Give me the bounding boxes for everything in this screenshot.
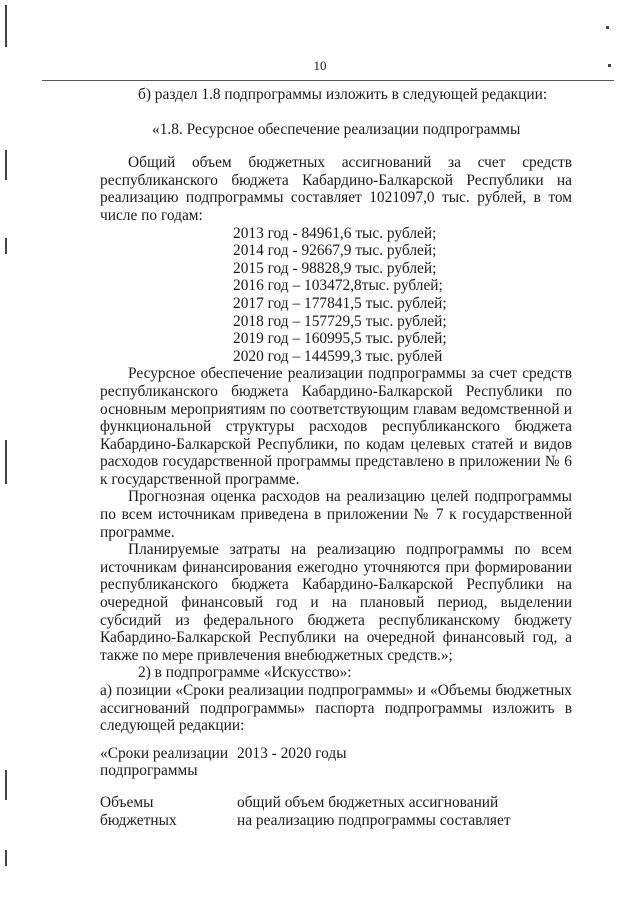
- years-list: [233, 225, 572, 366]
- item-2: 2) в подпрограмме «Искусство»:: [138, 664, 352, 682]
- item-2a: а) позиции «Сроки реализации подпрограммы» и «Объемы бюджетных ассигнований подпрограммы» паспорта подпрограммы изложить в следующей редакции:: [100, 682, 572, 735]
- header-rule: [42, 80, 614, 81]
- paragraph-planned-costs: Планируемые затраты на реализацию подпрограммы по всем источникам финансирования ежегодно уточняются при формировании республиканского бюджета Кабардино-Балкарской Республики на очередной финансовый год и на плановый период, выделении субсидий из федерального бюджета республиканскому бюджету Кабардино-Балкарской Республики на очередной финансовый год, а также по мере привлечения внебюджетных средств.»;: [100, 541, 572, 664]
- paragraph-resource-support: Ресурсное обеспечение реализации подпрограммы за счет средств республиканского бюджета Кабардино-Балкарской Республики по основным мероприятиям по соответствующим главам ведомственной и функциональной структуры расходов республиканского бюджета Кабардино-Балкарской Республики, по кодам целевых статей и видов расходов государственной программы представлено в приложении № 6 к государственной программе.: [100, 365, 572, 488]
- section-b-intro: б) раздел 1.8 подпрограммы изложить в следующей редакции:: [138, 86, 548, 103]
- year-item: 2015 год - 98828,9 тыс. рублей;: [233, 259, 437, 277]
- passport-row-terms: [100, 745, 572, 780]
- scan-mark: [5, 238, 7, 254]
- paragraph-forecast: Прогнозная оценка расходов на реализацию целей подпрограммы по всем источникам приведена в приложении № 7 к государственной программе.: [100, 488, 572, 541]
- year-item: 2020 год – 144599,3 тыс. рублей: [233, 347, 443, 365]
- year-item: 2018 год – 157729,5 тыс. рублей;: [233, 312, 447, 330]
- row-label: «Сроки реализации: [100, 744, 229, 762]
- row-label: бюджетных: [100, 811, 177, 829]
- section-heading: «1.8. Ресурсное обеспечение реализации подпрограммы: [152, 120, 521, 138]
- row-value: общий объем бюджетных ассигнований: [237, 793, 499, 811]
- row-label: подпрограммы: [100, 762, 198, 780]
- row-value: 2013 - 2020 годы: [237, 744, 347, 762]
- passport-row-volumes: [100, 794, 572, 829]
- scan-mark: [5, 850, 7, 866]
- passport-table: [100, 745, 572, 829]
- year-item: 2017 год – 177841,5 тыс. рублей;: [233, 294, 447, 312]
- year-item: 2014 год - 92667,9 тыс. рублей;: [233, 242, 437, 260]
- year-item: 2019 год – 160995,5 тыс. рублей;: [233, 330, 447, 348]
- scan-mark: [5, 150, 7, 180]
- scan-mark: [608, 64, 611, 67]
- paragraph-total-budget: Общий объем бюджетных ассигнований за счет средств республиканского бюджета Кабардино-Балкарской Республики на реализацию подпрограммы составляет 1021097,0 тыс. рублей, в том числе по годам:: [100, 154, 572, 224]
- scan-mark: [5, 5, 7, 47]
- scan-mark: [5, 440, 7, 484]
- scan-mark: [5, 770, 7, 800]
- row-label: Объемы: [100, 793, 154, 811]
- scan-mark: [606, 26, 609, 29]
- page-number: 10: [313, 58, 327, 73]
- row-value: на реализацию подпрограммы составляет: [237, 811, 511, 829]
- document-body: [100, 86, 572, 829]
- year-item: 2016 год – 103472,8тыс. рублей;: [233, 277, 443, 295]
- year-item: 2013 год - 84961,6 тыс. рублей;: [233, 224, 437, 242]
